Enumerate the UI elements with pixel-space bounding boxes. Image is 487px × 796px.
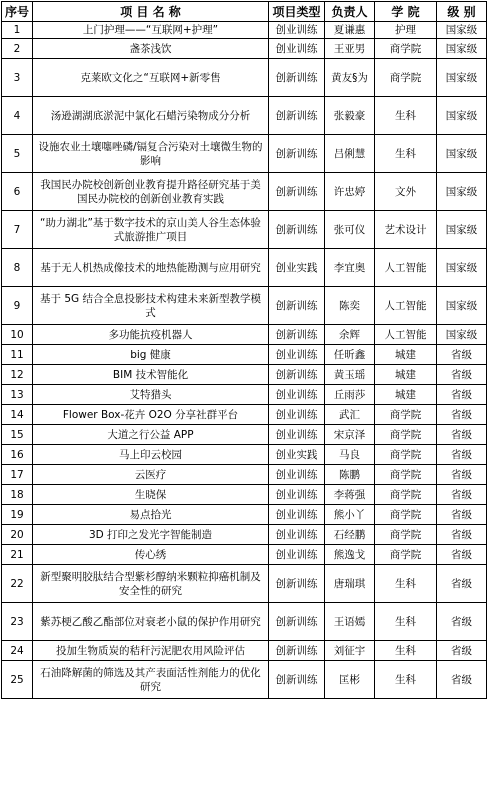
cell-type: 创业训练 (269, 385, 325, 405)
table-row (2, 249, 487, 287)
cell-name: 艾特猎头 (33, 385, 269, 405)
cell-school: 人工智能 (375, 287, 437, 325)
cell-seq: 12 (2, 365, 33, 385)
cell-name: BIM 技术智能化 (33, 365, 269, 385)
cell-name: Flower Box-花卉 O2O 分享社群平台 (33, 405, 269, 425)
cell-level: 国家级 (437, 211, 487, 249)
cell-seq: 21 (2, 545, 33, 565)
cell-level: 省级 (437, 641, 487, 661)
table-row (2, 641, 487, 661)
cell-level: 国家级 (437, 325, 487, 345)
cell-leader: 夏谦惠 (325, 22, 375, 39)
cell-type: 创新训练 (269, 661, 325, 699)
header-level: 级 别 (437, 2, 487, 22)
cell-seq: 25 (2, 661, 33, 699)
header-type: 项目类型 (269, 2, 325, 22)
cell-name: 克莱欧文化之“互联网+新零售 (33, 59, 269, 97)
cell-school: 生科 (375, 97, 437, 135)
cell-level: 国家级 (437, 173, 487, 211)
cell-leader: 黄友§为 (325, 59, 375, 97)
table-row (2, 565, 487, 603)
cell-level: 省级 (437, 505, 487, 525)
table-row (2, 365, 487, 385)
cell-name: “助力湖北”基于数字技术的京山美人谷生态体验式旅游推广项目 (33, 211, 269, 249)
cell-name: 石油降解菌的筛选及其产表面活性剂能力的优化研究 (33, 661, 269, 699)
table-body (2, 22, 487, 699)
header-name: 项 目 名 称 (33, 2, 269, 22)
cell-type: 创新训练 (269, 173, 325, 211)
table-row (2, 405, 487, 425)
table-row (2, 603, 487, 641)
cell-name: 大道之行公益 APP (33, 425, 269, 445)
cell-name: 投加生物质炭的秸秆污泥肥农用风险评估 (33, 641, 269, 661)
table-row (2, 325, 487, 345)
cell-name: 生晓保 (33, 485, 269, 505)
cell-type: 创新训练 (269, 287, 325, 325)
cell-leader: 任昕鑫 (325, 345, 375, 365)
cell-level: 省级 (437, 661, 487, 699)
cell-leader: 熊小丫 (325, 505, 375, 525)
cell-leader: 丘雨莎 (325, 385, 375, 405)
cell-school: 城建 (375, 385, 437, 405)
cell-type: 创新训练 (269, 325, 325, 345)
cell-level: 省级 (437, 465, 487, 485)
cell-seq: 19 (2, 505, 33, 525)
cell-seq: 14 (2, 405, 33, 425)
cell-level: 省级 (437, 545, 487, 565)
cell-name: 设施农业土壤噻唑磷/镉复合污染对土壤微生物的影响 (33, 135, 269, 173)
table-row (2, 661, 487, 699)
cell-leader: 唐瑞琪 (325, 565, 375, 603)
cell-seq: 10 (2, 325, 33, 345)
cell-school: 护理 (375, 22, 437, 39)
cell-school: 生科 (375, 135, 437, 173)
cell-seq: 13 (2, 385, 33, 405)
cell-name: 上门护理——“互联网+护理” (33, 22, 269, 39)
cell-leader: 王亚男 (325, 39, 375, 59)
cell-name: 3D 打印之发光字智能制造 (33, 525, 269, 545)
cell-level: 省级 (437, 565, 487, 603)
cell-seq: 17 (2, 465, 33, 485)
cell-type: 创业实践 (269, 445, 325, 465)
table-row (2, 425, 487, 445)
cell-leader: 王语嫣 (325, 603, 375, 641)
cell-seq: 1 (2, 22, 33, 39)
cell-type: 创新训练 (269, 565, 325, 603)
cell-type: 创新训练 (269, 97, 325, 135)
cell-type: 创新训练 (269, 365, 325, 385)
cell-level: 省级 (437, 603, 487, 641)
cell-level: 国家级 (437, 287, 487, 325)
cell-level: 国家级 (437, 135, 487, 173)
cell-school: 商学院 (375, 465, 437, 485)
table-row (2, 173, 487, 211)
cell-school: 城建 (375, 365, 437, 385)
table-row (2, 545, 487, 565)
cell-type: 创新训练 (269, 135, 325, 173)
cell-name: 马上印云校园 (33, 445, 269, 465)
cell-name: big 健康 (33, 345, 269, 365)
header-school: 学 院 (375, 2, 437, 22)
cell-seq: 11 (2, 345, 33, 365)
cell-school: 商学院 (375, 485, 437, 505)
table-row (2, 445, 487, 465)
cell-seq: 24 (2, 641, 33, 661)
cell-type: 创业训练 (269, 425, 325, 445)
table-row (2, 211, 487, 249)
cell-type: 创新训练 (269, 603, 325, 641)
cell-name: 易点拾光 (33, 505, 269, 525)
cell-seq: 8 (2, 249, 33, 287)
cell-level: 省级 (437, 485, 487, 505)
cell-level: 省级 (437, 445, 487, 465)
cell-seq: 7 (2, 211, 33, 249)
cell-type: 创业训练 (269, 525, 325, 545)
cell-type: 创业实践 (269, 249, 325, 287)
table-row (2, 135, 487, 173)
cell-level: 省级 (437, 365, 487, 385)
cell-type: 创业训练 (269, 22, 325, 39)
cell-level: 省级 (437, 425, 487, 445)
table-row (2, 97, 487, 135)
cell-seq: 16 (2, 445, 33, 465)
cell-leader: 吕俐慧 (325, 135, 375, 173)
cell-name: 紫苏梗乙酸乙酯部位对衰老小鼠的保护作用研究 (33, 603, 269, 641)
cell-name: 基于 5G 结合全息投影技术构建未来新型教学模式 (33, 287, 269, 325)
cell-level: 省级 (437, 405, 487, 425)
cell-type: 创业训练 (269, 39, 325, 59)
cell-school: 商学院 (375, 445, 437, 465)
cell-type: 创业训练 (269, 405, 325, 425)
cell-leader: 刘征宇 (325, 641, 375, 661)
cell-leader: 宋京泽 (325, 425, 375, 445)
table-row (2, 385, 487, 405)
cell-school: 商学院 (375, 405, 437, 425)
header-leader: 负责人 (325, 2, 375, 22)
cell-seq: 23 (2, 603, 33, 641)
cell-leader: 熊逸戈 (325, 545, 375, 565)
table-row (2, 345, 487, 365)
cell-seq: 9 (2, 287, 33, 325)
project-table (1, 1, 487, 699)
cell-level: 国家级 (437, 39, 487, 59)
cell-name: 云医疗 (33, 465, 269, 485)
cell-seq: 4 (2, 97, 33, 135)
cell-name: 汤逊湖湖底淤泥中氯化石蜡污染物成分分析 (33, 97, 269, 135)
cell-type: 创业训练 (269, 465, 325, 485)
cell-name: 新型聚明胶肽结合型紫杉醇纳米颗粒抑癌机制及安全性的研究 (33, 565, 269, 603)
cell-school: 商学院 (375, 39, 437, 59)
cell-school: 艺术设计 (375, 211, 437, 249)
cell-level: 省级 (437, 385, 487, 405)
cell-name: 我国民办院校创新创业教育提升路径研究基于美国民办院校的创新创业教育实践 (33, 173, 269, 211)
cell-level: 国家级 (437, 249, 487, 287)
table-row (2, 39, 487, 59)
cell-school: 生科 (375, 661, 437, 699)
cell-leader: 黄玉瑶 (325, 365, 375, 385)
cell-type: 创业训练 (269, 505, 325, 525)
cell-school: 商学院 (375, 525, 437, 545)
cell-school: 城建 (375, 345, 437, 365)
cell-school: 生科 (375, 603, 437, 641)
cell-leader: 许忠婷 (325, 173, 375, 211)
cell-leader: 张毅豪 (325, 97, 375, 135)
cell-seq: 22 (2, 565, 33, 603)
cell-level: 国家级 (437, 59, 487, 97)
table-row (2, 22, 487, 39)
cell-type: 创业训练 (269, 545, 325, 565)
table-row (2, 59, 487, 97)
cell-seq: 2 (2, 39, 33, 59)
cell-type: 创业训练 (269, 485, 325, 505)
cell-type: 创新训练 (269, 641, 325, 661)
cell-school: 文外 (375, 173, 437, 211)
cell-school: 商学院 (375, 425, 437, 445)
cell-name: 多功能抗疫机器人 (33, 325, 269, 345)
cell-name: 盏茶浅饮 (33, 39, 269, 59)
cell-seq: 18 (2, 485, 33, 505)
cell-type: 创新训练 (269, 211, 325, 249)
cell-seq: 15 (2, 425, 33, 445)
cell-leader: 李宜奥 (325, 249, 375, 287)
cell-leader: 余辉 (325, 325, 375, 345)
cell-seq: 5 (2, 135, 33, 173)
cell-leader: 马良 (325, 445, 375, 465)
table-row (2, 505, 487, 525)
cell-school: 商学院 (375, 505, 437, 525)
cell-type: 创业训练 (269, 345, 325, 365)
cell-name: 传心绣 (33, 545, 269, 565)
cell-leader: 武汇 (325, 405, 375, 425)
cell-leader: 陈鹏 (325, 465, 375, 485)
cell-leader: 张可仪 (325, 211, 375, 249)
cell-type: 创新训练 (269, 59, 325, 97)
cell-leader: 石经鹏 (325, 525, 375, 545)
cell-leader: 李蒋强 (325, 485, 375, 505)
cell-school: 生科 (375, 565, 437, 603)
table-row (2, 465, 487, 485)
header-row (2, 2, 487, 22)
cell-seq: 6 (2, 173, 33, 211)
cell-level: 国家级 (437, 22, 487, 39)
cell-school: 人工智能 (375, 249, 437, 287)
cell-level: 省级 (437, 345, 487, 365)
table-row (2, 525, 487, 545)
table-row (2, 287, 487, 325)
table-row (2, 485, 487, 505)
cell-school: 商学院 (375, 545, 437, 565)
cell-level: 国家级 (437, 97, 487, 135)
cell-leader: 陈奕 (325, 287, 375, 325)
cell-name: 基于无人机热成像技术的地热能勘测与应用研究 (33, 249, 269, 287)
cell-level: 省级 (437, 525, 487, 545)
cell-leader: 匡彬 (325, 661, 375, 699)
cell-school: 生科 (375, 641, 437, 661)
cell-seq: 20 (2, 525, 33, 545)
cell-school: 商学院 (375, 59, 437, 97)
header-seq: 序号 (2, 2, 33, 22)
cell-seq: 3 (2, 59, 33, 97)
cell-school: 人工智能 (375, 325, 437, 345)
